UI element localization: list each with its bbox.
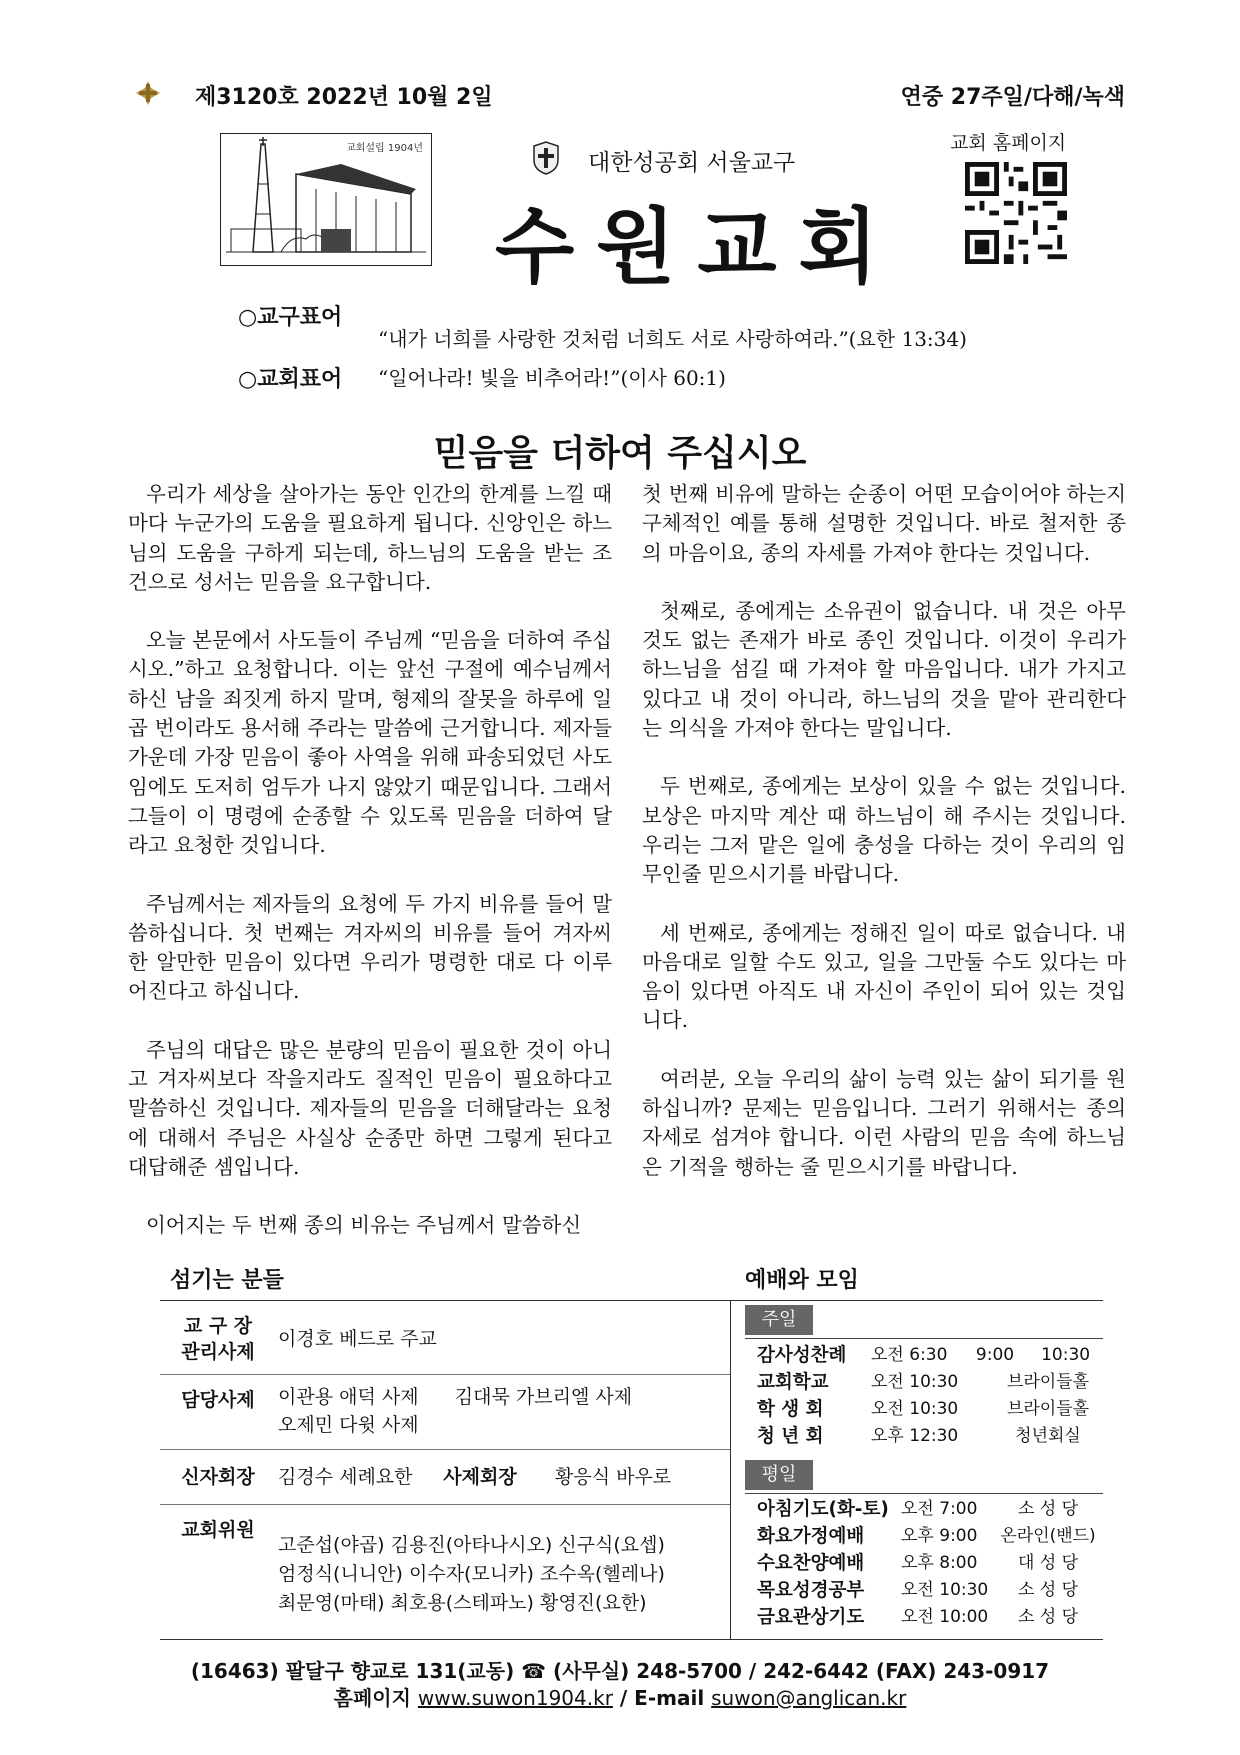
qr-code-icon[interactable] bbox=[965, 162, 1067, 264]
worship-heading: 예배와 모임 bbox=[745, 1268, 859, 1293]
schedule-row: 화요가정예배 오후 9:00 온라인(밴드) bbox=[757, 1526, 1096, 1547]
sermon-paragraph: 여러분, 오늘 우리의 삶이 능력 있는 삶이 되기를 원하십니까? 문제는 믿음입니다. 그러기 위해서는 종의 자세로 섬겨야 합니다. 이런 사람의 믿음 속에 하느님은 기적을 행하는 줄 믿으시기를 바랍니다. bbox=[642, 1066, 1126, 1179]
sunday-tag: 주일 bbox=[745, 1305, 813, 1335]
server-row-committee bbox=[160, 1505, 730, 1640]
anglican-seal-icon bbox=[530, 140, 562, 176]
column-divider bbox=[730, 1300, 731, 1640]
sermon-paragraph: 이어지는 두 번째 종의 비유는 주님께서 말씀하신 bbox=[146, 1213, 582, 1238]
sermon-right-column bbox=[642, 480, 1126, 1211]
sermon-paragraph: 세 번째로, 종에게는 정해진 일이 따로 없습니다. 내 마음대로 일할 수도 있고, 일을 그만둘 수도 있다는 마음이 있다면 아직도 내 자신이 주인이 되어 있는 것입니다. bbox=[642, 920, 1126, 1033]
server-value: 김경수 세례요한 bbox=[278, 1466, 413, 1488]
church-name: 수원교회 bbox=[495, 199, 900, 295]
weekday-tag: 평일 bbox=[745, 1460, 813, 1490]
server-value: 이관용 애덕 사제 김대묵 가브리엘 사제 오제민 다윗 사제 bbox=[278, 1386, 633, 1436]
issue-date: 제3120호 2022년 10월 2일 bbox=[195, 85, 493, 110]
divider bbox=[745, 1493, 1103, 1494]
schedule-row: 청 년 회 오후 12:30 청년회실 bbox=[757, 1426, 1081, 1447]
server-value: 황응식 바우로 bbox=[555, 1466, 672, 1488]
server-value: 이경호 베드로 주교 bbox=[278, 1328, 437, 1350]
schedule-row: 감사성찬례 오전 6:30 9:00 10:30 bbox=[757, 1345, 1091, 1366]
sermon-paragraph: 주님의 대답은 많은 분량의 믿음이 필요한 것이 아니고 겨자씨보다 작을지라도 질적인 믿음이 필요하다고 말씀하신 것입니다. 제자들의 믿음을 더해달라는 요청에 대해서 주님은 사실상 순종만 하면 그렇게 된다고 대답해준 셈입니다. bbox=[128, 1037, 612, 1179]
server-row-presidents bbox=[160, 1450, 730, 1505]
email-link[interactable]: suwon@anglican.kr bbox=[711, 1686, 907, 1710]
diocese-motto-text: “내가 너희를 사랑한 것처럼 너희도 서로 사랑하여라.”(요한 13:34) bbox=[378, 327, 967, 351]
church-motto-text: “일어나라! 빛을 비추어라!”(이사 60:1) bbox=[378, 366, 726, 390]
email-label: / E-mail bbox=[619, 1686, 705, 1710]
sermon-paragraph: 우리가 세상을 살아가는 동안 인간의 한계를 느낄 때마다 누군가의 도움을 필요하게 됩니다. 신앙인은 하느님의 도움을 구하게 되는데, 하느님의 도움을 받는 조건으로 성서는 믿음을 요구합니다. bbox=[128, 482, 612, 594]
server-label: 담당사제 bbox=[181, 1389, 255, 1411]
server-value: 고준섭(야곱) 김용진(아타나시오) 신구식(요셉) 엄정식(니니안) 이수자(모니카) 조수옥(헬레나) 최문영(마태) 최호용(스테파노) 황영진(요한) bbox=[278, 1534, 665, 1614]
contact-line bbox=[0, 1682, 1240, 1711]
schedule-row: 목요성경공부 오전 10:30 소 성 당 bbox=[757, 1580, 1079, 1601]
homepage-label: 홈페이지 bbox=[333, 1686, 411, 1710]
sermon-left-column bbox=[128, 480, 612, 1270]
church-illustration bbox=[220, 133, 432, 266]
server-row-priests bbox=[160, 1375, 730, 1450]
founding-caption: 교회설립 1904년 bbox=[346, 143, 423, 154]
sermon-paragraph: 주님께서는 제자들의 요청에 두 가지 비유를 들어 말씀하십니다. 첫 번째는 겨자씨의 비유를 들어 겨자씨 한 알만한 믿음이 있다면 우리가 명령한 대로 다 이루어진다고 하십니다. bbox=[128, 891, 612, 1004]
server-label: 사제회장 bbox=[443, 1466, 517, 1488]
servers-heading: 섬기는 분들 bbox=[170, 1268, 284, 1293]
sermon-paragraph: 첫 번째 비유에 말하는 순종이 어떤 모습이어야 하는지 구체적인 예를 통해 설명한 것입니다. 바로 철저한 종의 마음이요, 종의 자세를 가져야 한다는 것입니다. bbox=[642, 482, 1126, 565]
sermon-paragraph: 두 번째로, 종에게는 보상이 있을 수 없는 것입니다. 보상은 마지막 계산 때 하느님이 해 주시는 것입니다. 우리는 그저 맡은 일에 충성을 다하는 것이 우리의 임무인줄 믿으시기를 바랍니다. bbox=[642, 774, 1126, 887]
server-row-bishop bbox=[160, 1305, 730, 1375]
homepage-link[interactable]: www.suwon1904.kr bbox=[417, 1686, 613, 1710]
cross-icon bbox=[135, 80, 161, 106]
schedule-row: 학 생 회 오전 10:30 브라이들홀 bbox=[757, 1399, 1090, 1420]
schedule-row: 교회학교 오전 10:30 브라이들홀 bbox=[757, 1372, 1090, 1393]
sermon-paragraph: 오늘 본문에서 사도들이 주님께 “믿음을 더하여 주십시오.”하고 요청합니다. 이는 앞선 구절에 예수님께서 하신 남을 죄짓게 하지 말며, 형제의 잘못을 하루에 일곱 번이라도 용서해 주라는 말씀에 근거합니다. 제자들 가운데 가장 믿음이 좋아 사역을 위해 파송되었던 사도임에도 도저히 엄두가 나지 않았기 때문입니다. 그래서 그들이 이 명령에 순종할 수 있도록 믿음을 더하여 달라고 요청한 것입니다. bbox=[128, 628, 612, 858]
schedule-row: 금요관상기도 오전 10:00 소 성 당 bbox=[757, 1607, 1079, 1628]
homepage-qr-label: 교회 홈페이지 bbox=[950, 132, 1067, 154]
schedule-row: 수요찬양예배 오후 8:00 대 성 당 bbox=[757, 1553, 1079, 1574]
schedule-row: 아침기도(화-토) 오전 7:00 소 성 당 bbox=[757, 1499, 1079, 1520]
sermon-title: 믿음을 더하여 주십시오 bbox=[433, 433, 807, 474]
server-label: 교 구 장 관리사제 bbox=[181, 1315, 255, 1363]
sermon-paragraph: 첫째로, 종에게는 소유권이 없습니다. 내 것은 아무것도 없는 존재가 바로 종인 것입니다. 이것이 우리가 하느님을 섬길 때 가져야 할 마음입니다. 내가 가지고 있다고 내 것이 아니라, 하느님의 것을 맡아 관리한다는 의식을 가져야 한다는 말입니다. bbox=[642, 598, 1126, 741]
liturgical-season: 연중 27주일/다해/녹색 bbox=[900, 85, 1125, 110]
server-label: 교회위원 bbox=[181, 1519, 255, 1541]
issue-header bbox=[135, 78, 1125, 118]
divider bbox=[745, 1338, 1103, 1339]
server-label: 신자회장 bbox=[181, 1466, 255, 1488]
church-motto-label: ○교회표어 bbox=[238, 367, 343, 392]
address-line: (16463) 팔달구 향교로 131(교동) ☎ (사무실) 248-5700 / 242-6442 (FAX) 243-0917 bbox=[190, 1659, 1050, 1683]
diocese-motto-label: ○교구표어 bbox=[238, 305, 343, 330]
